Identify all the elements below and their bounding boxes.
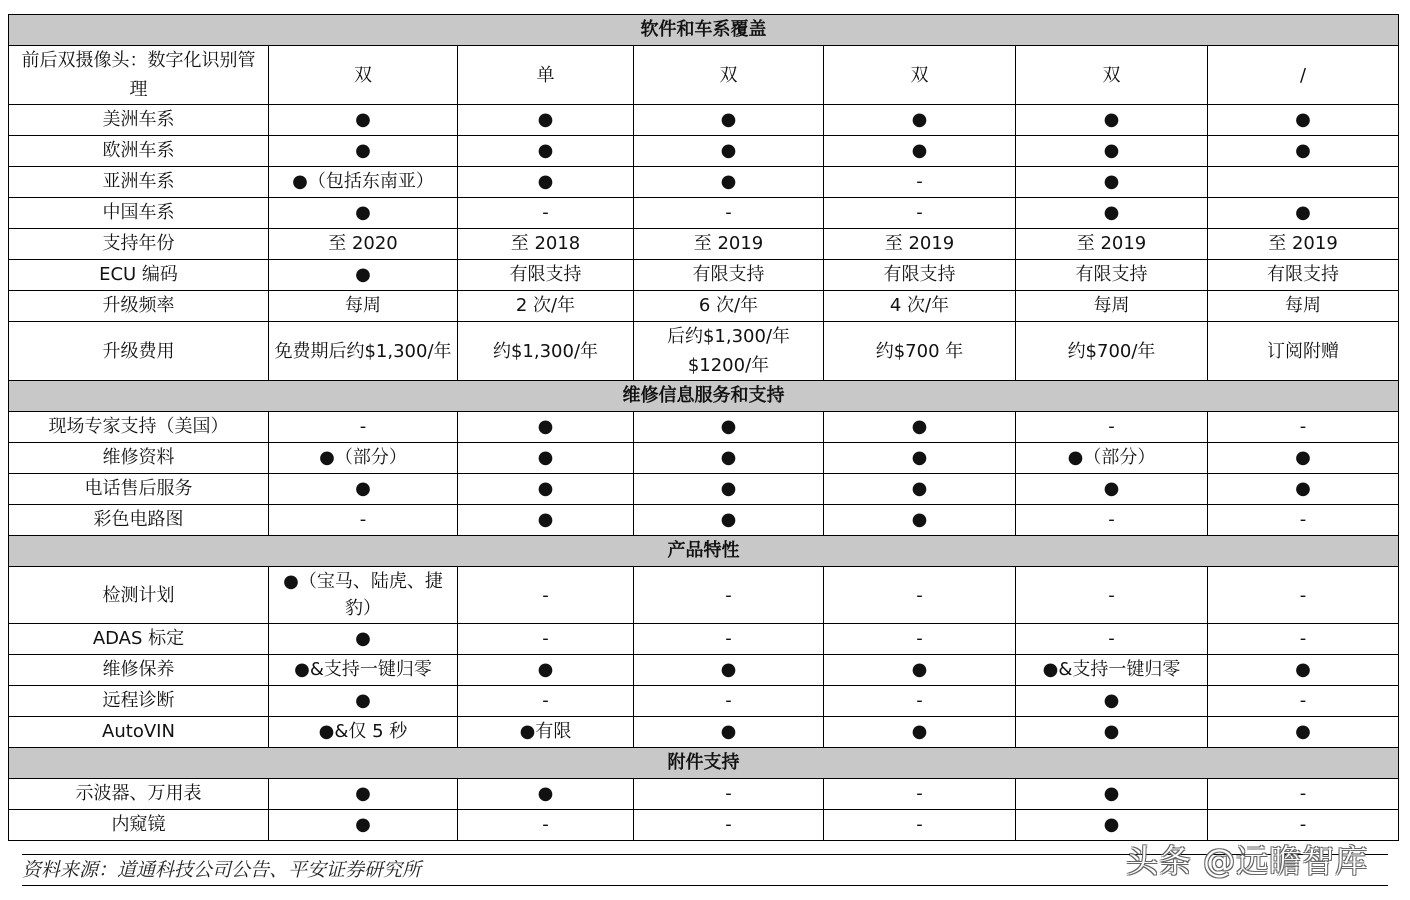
table-cell: ●（部分） xyxy=(1016,443,1208,474)
row-label: ADAS 标定 xyxy=(9,624,269,655)
table-cell: - xyxy=(1208,779,1399,810)
table-cell: - xyxy=(1016,412,1208,443)
table-row xyxy=(9,412,1399,443)
section-title: 维修信息服务和支持 xyxy=(9,381,1399,412)
section-title: 附件支持 xyxy=(9,748,1399,779)
table-cell: - xyxy=(824,810,1016,841)
table-cell: ● xyxy=(824,474,1016,505)
table-cell: 约$1,300/年 xyxy=(458,322,634,381)
table-cell: 每周 xyxy=(1208,291,1399,322)
table-row xyxy=(9,567,1399,624)
table-cell: 有限支持 xyxy=(824,260,1016,291)
table-cell: 双 xyxy=(824,46,1016,105)
table-cell: 订阅附赠 xyxy=(1208,322,1399,381)
table-cell: ●（包括东南亚） xyxy=(269,167,458,198)
table-row xyxy=(9,136,1399,167)
table-cell: ● xyxy=(634,505,824,536)
table-cell: 双 xyxy=(269,46,458,105)
table-cell: ● xyxy=(1208,198,1399,229)
table-cell: - xyxy=(634,779,824,810)
table-cell: ●&支持一键归零 xyxy=(1016,655,1208,686)
table-cell: 有限支持 xyxy=(1016,260,1208,291)
table-cell: ● xyxy=(269,810,458,841)
table-row xyxy=(9,198,1399,229)
table-cell: 2 次/年 xyxy=(458,291,634,322)
table-cell: ● xyxy=(1016,136,1208,167)
comparison-table xyxy=(8,14,1399,841)
table-cell: ● xyxy=(269,260,458,291)
table-cell: ●有限 xyxy=(458,717,634,748)
table-cell: - xyxy=(269,412,458,443)
table-cell: / xyxy=(1208,46,1399,105)
table-cell: 有限支持 xyxy=(458,260,634,291)
row-label: 升级频率 xyxy=(9,291,269,322)
table-cell: ● xyxy=(824,136,1016,167)
table-row xyxy=(9,505,1399,536)
section-header-row xyxy=(9,748,1399,779)
table-cell: ● xyxy=(1208,474,1399,505)
row-label: 检测计划 xyxy=(9,567,269,624)
table-cell: ● xyxy=(458,474,634,505)
table-cell: ● xyxy=(458,779,634,810)
table-cell: ● xyxy=(634,474,824,505)
table-cell: - xyxy=(1208,567,1399,624)
row-label: 维修保养 xyxy=(9,655,269,686)
table-row xyxy=(9,322,1399,381)
table-cell: ● xyxy=(824,717,1016,748)
table-cell: ● xyxy=(1016,717,1208,748)
table-cell: - xyxy=(269,505,458,536)
table-cell: - xyxy=(1208,624,1399,655)
table-cell: - xyxy=(1016,505,1208,536)
table-cell: ● xyxy=(824,443,1016,474)
row-label: 现场专家支持（美国） xyxy=(9,412,269,443)
table-row xyxy=(9,260,1399,291)
table-row xyxy=(9,291,1399,322)
row-label: 内窥镜 xyxy=(9,810,269,841)
table-cell: 每周 xyxy=(1016,291,1208,322)
table-cell: ● xyxy=(458,136,634,167)
table-cell: ● xyxy=(458,443,634,474)
table-cell: 至 2019 xyxy=(1208,229,1399,260)
table-cell: ● xyxy=(269,474,458,505)
table-cell: ● xyxy=(269,686,458,717)
table-cell: 至 2019 xyxy=(824,229,1016,260)
table-cell: ● xyxy=(1208,136,1399,167)
table-cell: ● xyxy=(634,443,824,474)
table-cell: ● xyxy=(634,655,824,686)
row-label: 电话售后服务 xyxy=(9,474,269,505)
row-label: ECU 编码 xyxy=(9,260,269,291)
table-cell: ● xyxy=(458,655,634,686)
table-cell: 4 次/年 xyxy=(824,291,1016,322)
table-cell: ● xyxy=(634,412,824,443)
table-row xyxy=(9,105,1399,136)
table-cell: - xyxy=(1208,810,1399,841)
table-row xyxy=(9,717,1399,748)
row-label: 亚洲车系 xyxy=(9,167,269,198)
table-cell: ● xyxy=(824,105,1016,136)
table-row xyxy=(9,686,1399,717)
table-cell: ● xyxy=(1208,105,1399,136)
table-row xyxy=(9,474,1399,505)
table-row xyxy=(9,443,1399,474)
section-header-row xyxy=(9,381,1399,412)
table-cell: ● xyxy=(1016,686,1208,717)
table-cell: ● xyxy=(458,412,634,443)
row-label: 欧洲车系 xyxy=(9,136,269,167)
table-cell: 6 次/年 xyxy=(634,291,824,322)
table-cell: ● xyxy=(458,505,634,536)
table-cell: ●&仅 5 秒 xyxy=(269,717,458,748)
table-cell: ● xyxy=(269,136,458,167)
table-cell: ● xyxy=(1016,167,1208,198)
table-row xyxy=(9,229,1399,260)
row-label: 前后双摄像头：数字化识别管理 xyxy=(9,46,269,105)
table-cell: - xyxy=(1016,567,1208,624)
table-cell: ● xyxy=(1208,655,1399,686)
table-cell: - xyxy=(634,686,824,717)
table-cell: ● xyxy=(1016,105,1208,136)
table-row xyxy=(9,167,1399,198)
section-header-row xyxy=(9,15,1399,46)
table-cell: - xyxy=(824,567,1016,624)
table-cell: - xyxy=(1208,686,1399,717)
row-label: 支持年份 xyxy=(9,229,269,260)
table-row xyxy=(9,46,1399,105)
table-cell: ● xyxy=(1016,198,1208,229)
table-cell: 双 xyxy=(634,46,824,105)
table-cell: ● xyxy=(458,105,634,136)
row-label: 示波器、万用表 xyxy=(9,779,269,810)
table-cell: - xyxy=(634,567,824,624)
table-cell: ● xyxy=(269,198,458,229)
row-label: 中国车系 xyxy=(9,198,269,229)
table-cell: - xyxy=(824,198,1016,229)
section-title: 软件和车系覆盖 xyxy=(9,15,1399,46)
table-cell: 约$700 年 xyxy=(824,322,1016,381)
table-cell: ● xyxy=(824,412,1016,443)
section-header-row xyxy=(9,536,1399,567)
table-cell: 有限支持 xyxy=(1208,260,1399,291)
table-cell: - xyxy=(824,686,1016,717)
table-row xyxy=(9,624,1399,655)
table-cell: ● xyxy=(269,624,458,655)
table-cell: - xyxy=(824,167,1016,198)
table-cell: - xyxy=(1208,505,1399,536)
row-label: 美洲车系 xyxy=(9,105,269,136)
table-cell: - xyxy=(634,198,824,229)
table-cell: - xyxy=(458,198,634,229)
table-cell: ● xyxy=(1016,779,1208,810)
table-cell: - xyxy=(824,624,1016,655)
table-cell xyxy=(1208,167,1399,198)
table-cell: ● xyxy=(269,779,458,810)
table-cell: ●（宝马、陆虎、捷豹） xyxy=(269,567,458,624)
row-label: 远程诊断 xyxy=(9,686,269,717)
table-row xyxy=(9,655,1399,686)
source-text: 资料来源：道通科技公司公告、平安证券研究所 xyxy=(22,859,422,881)
section-title: 产品特性 xyxy=(9,536,1399,567)
table-cell: - xyxy=(1208,412,1399,443)
table-cell: - xyxy=(1016,624,1208,655)
table-row xyxy=(9,779,1399,810)
row-label: 升级费用 xyxy=(9,322,269,381)
watermark: 头条 @远瞻智库 xyxy=(1126,842,1369,880)
table-cell: ● xyxy=(634,105,824,136)
table-cell: 单 xyxy=(458,46,634,105)
table-cell: 至 2018 xyxy=(458,229,634,260)
table-cell: ●&支持一键归零 xyxy=(269,655,458,686)
table-cell: - xyxy=(458,686,634,717)
table-cell: 后约$1,300/年$1200/年 xyxy=(634,322,824,381)
table-cell: - xyxy=(634,624,824,655)
table-cell: 至 2020 xyxy=(269,229,458,260)
table-cell: ● xyxy=(824,505,1016,536)
table-cell: ● xyxy=(634,136,824,167)
row-label: AutoVIN xyxy=(9,717,269,748)
table-cell: ● xyxy=(1208,717,1399,748)
table-cell: 双 xyxy=(1016,46,1208,105)
table-cell: 至 2019 xyxy=(1016,229,1208,260)
table-cell: ● xyxy=(824,655,1016,686)
table-cell: 每周 xyxy=(269,291,458,322)
row-label: 彩色电路图 xyxy=(9,505,269,536)
table-cell: ● xyxy=(1208,443,1399,474)
table-cell: - xyxy=(458,810,634,841)
table-cell: - xyxy=(824,779,1016,810)
table-cell: 有限支持 xyxy=(634,260,824,291)
table-cell: 至 2019 xyxy=(634,229,824,260)
table-cell: ●（部分） xyxy=(269,443,458,474)
table-cell: ● xyxy=(269,105,458,136)
table-cell: 免费期后约$1,300/年 xyxy=(269,322,458,381)
table-cell: - xyxy=(634,810,824,841)
table-cell: 约$700/年 xyxy=(1016,322,1208,381)
table-cell: - xyxy=(458,624,634,655)
table-cell: ● xyxy=(1016,474,1208,505)
table-cell: ● xyxy=(634,717,824,748)
table-cell: ● xyxy=(458,167,634,198)
row-label: 维修资料 xyxy=(9,443,269,474)
table-cell: ● xyxy=(1016,810,1208,841)
table-cell: ● xyxy=(634,167,824,198)
table-cell: - xyxy=(458,567,634,624)
